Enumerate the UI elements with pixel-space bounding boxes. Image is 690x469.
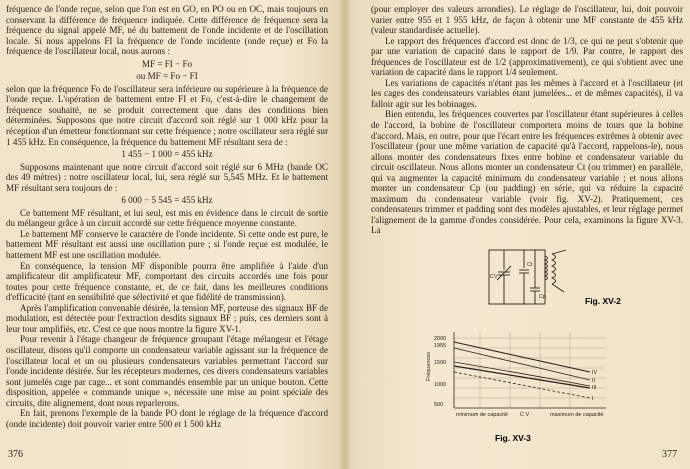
x-label-max: maximum de capacité — [550, 412, 604, 418]
y-tick: 1500 — [434, 360, 447, 366]
page-number-left: 376 — [8, 449, 23, 460]
page-number-right: 377 — [662, 449, 677, 460]
coil-lead — [552, 250, 566, 254]
left-paragraph: fréquence de l'onde reçue, selon que l'on est en GO, en PO ou en OC, mais toujours en conservant la différence de fréquence indiquée. Cette différence de fréquence sera la fréquence du signal appelé MF, né du battement de l'onde incidente et de l'oscillation locale. Si nous appelons FI la fréquence de l'onde incidente (onde reçue) et Fo la fréquence de l'oscillateur local, nous aurons : — [6, 4, 328, 57]
coil — [545, 256, 548, 280]
figure-caption: Fig. XV-2 — [585, 296, 621, 306]
left-paragraph: En conséquence, la tension MF disponible pourra être amplifiée à l'aide d'un amplificateur dit amplificateur MF, comportant des circuits accordés une fois pour toutes pour cette fréquence constante, et, de ce fait, dans les meilleures conditions d'efficacité (tant en sensibilité que sélectivité et que fidélité de transmission). — [6, 260, 328, 303]
coil-secondary — [552, 254, 556, 284]
left-paragraph: Le battement MF conserve le caractère de l'onde incidente. Si cette onde est pure, le battement MF résultant est aussi une oscillation pure ; si l'onde reçue est modulée, le battement MF est une oscillation modulée. — [6, 228, 328, 261]
right-paragraph: (pour employer des valeurs arrondies). Le réglage de l'oscillateur, lui, doit pouvoir varier entre 955 et 1 955 kHz, de façon à obtenir une MF constante de 455 kHz (valeur standardisée actuelle). — [371, 4, 683, 36]
equation: ou MF = Fo − FI — [136, 71, 198, 82]
right-paragraph: Le rapport des fréquences d'accord est donc de 1/3, ce qui ne peut s'obtenir que par une variation de capacité dans le rapport de 1/9. Par contre, le rapport des fréquences de l'oscillateur est de 1/2 (approximativement), ce qui s'obtient avec une variation de capacité dans le rapport 1/4 seulement. — [371, 35, 683, 78]
left-paragraph: Supposons maintenant que notre circuit d'accord soit réglé sur 6 MHz (bande OC des 49 mètres) : notre oscillateur local, lui, sera réglé sur 5,545 MHz. Et le battement MF résultant sera toujours de : — [6, 161, 328, 193]
x-label-cv: C V — [520, 412, 530, 418]
x-label-min: minimum de capacité — [456, 412, 508, 418]
curve-label: II — [592, 378, 596, 384]
y-tick: 1000 — [434, 382, 447, 388]
left-paragraph: Pour revenir à l'étage changeur de fréquence groupant l'étage mélangeur et l'étage oscillateur, disons qu'il comporte un condensateur variable agissant sur la fréquence de l'oscillateur local et un ou plusieurs condensateurs variables permettant l'accord sur l'onde incidente désirée. Sur les récepteurs modernes, ces divers condensateurs variables sont jumelés cage par cage... et sont commandés ensemble par un unique bouton. Cette disposition, appelée « commande unique », nécessite une mise au point spéciale des circuits, dite alignement, dont nous reparlerons. — [6, 334, 328, 408]
label-ct: Ct — [527, 262, 533, 268]
curve-label: IV — [592, 370, 598, 376]
label-cp: Cp — [539, 294, 547, 300]
y-axis-label: Fréquences — [426, 351, 432, 381]
y-tick: 1955 — [434, 343, 447, 349]
right-paragraph: Bien entendu, les fréquences couvertes par l'oscillateur étant supérieures à celles de l'accord, la bobine de l'oscillateur comportera moins de tours que la bobine d'accord. Mais, en outre, pour que l'écart entre les fréquences extrêmes à obtenir avec l'oscillateur (pour une même variation de capacité qu'à l'accord, rappelons-le), nous allons monter des condensateurs fixes entre bobine et condensateur variable du circuit oscillateur. Nous allons monter un condensateur Ct (ou trimmer) en parallèle, qui va augmenter la capacité minimum du condensateur variable ; et nous allons monter un condensateur Cp (ou padding) en série, qui va réduire la capacité maximum du condensateur variable (voir fig. XV-2). Pratiquement, ces condensateurs trimmer et padding sont des modèles ajustables, et leur réglage permet l'alignement de la gamme d'ondes considérée. Pour cela, examinons la figure XV-3. La — [371, 109, 683, 236]
label-cv: CV — [490, 274, 498, 280]
y-tick: 2000 — [434, 336, 447, 342]
curve-label: I — [592, 396, 594, 402]
left-paragraph: Après l'amplification convenable désirée, la tension MF, porteuse des signaux BF de modulation, est détectée pour l'extraction desdits signaux BF ; puis, ces derniers sont à leur tour amplifiés, etc. C'est ce que nous montre la figure XV-1. — [6, 302, 328, 334]
equation: 1 455 − 1 000 = 455 kHz — [121, 149, 213, 160]
equation: 6 000 − 5 545 = 455 kHz — [121, 195, 213, 206]
curve-II — [454, 348, 590, 380]
curve-IV — [454, 342, 590, 372]
curve-label: III — [592, 385, 597, 391]
left-paragraph: selon que la fréquence Fo de l'oscillateur sera inférieure ou supérieure à la fréquence de l'onde reçue. L'opération de battement entre FI et Fo, c'est-à-dire le changement de fréquence souhaité, ne se produit correctement que dans des conditions bien déterminées. Supposons que notre circuit d'accord soit réglé sur 1 000 kHz pour la réception d'un émetteur fonctionnant sur cette fréquence ; notre oscillateur sera réglé sur 1 455 kHz. En conséquence, la fréquence du battement MF résultant sera de : — [6, 83, 328, 147]
tracking-chart — [420, 328, 610, 423]
figure-caption: Fig. XV-3 — [495, 433, 531, 443]
curve-III — [454, 362, 590, 386]
right-page — [371, 4, 683, 236]
equation: MF = FI − Fo — [141, 58, 193, 69]
left-paragraph: En fait, prenons l'exemple de la bande PO dont le réglage de la fréquence d'accord (onde incidente) doit pouvoir varier entre 500 et 1 500 kHz — [6, 408, 328, 429]
coil-lead — [552, 284, 564, 292]
left-page — [6, 4, 328, 429]
y-tick: 500 — [434, 402, 444, 408]
right-paragraph: Les variations de capacités n'étant pas les mêmes à l'accord et à l'oscillateur (et les cages des condensateurs variables étant jumelées... et de mêmes capacités), il va falloir agir sur les bobinages. — [371, 77, 683, 109]
circuit-diagram — [486, 244, 576, 314]
curve-main — [454, 366, 590, 388]
left-paragraph: Ce battement MF résultant, et lui seul, est mis en évidence dans le circuit de sortie du mélangeur grâce à un circuit accordé sur cette fréquence moyenne constante. — [6, 207, 328, 229]
